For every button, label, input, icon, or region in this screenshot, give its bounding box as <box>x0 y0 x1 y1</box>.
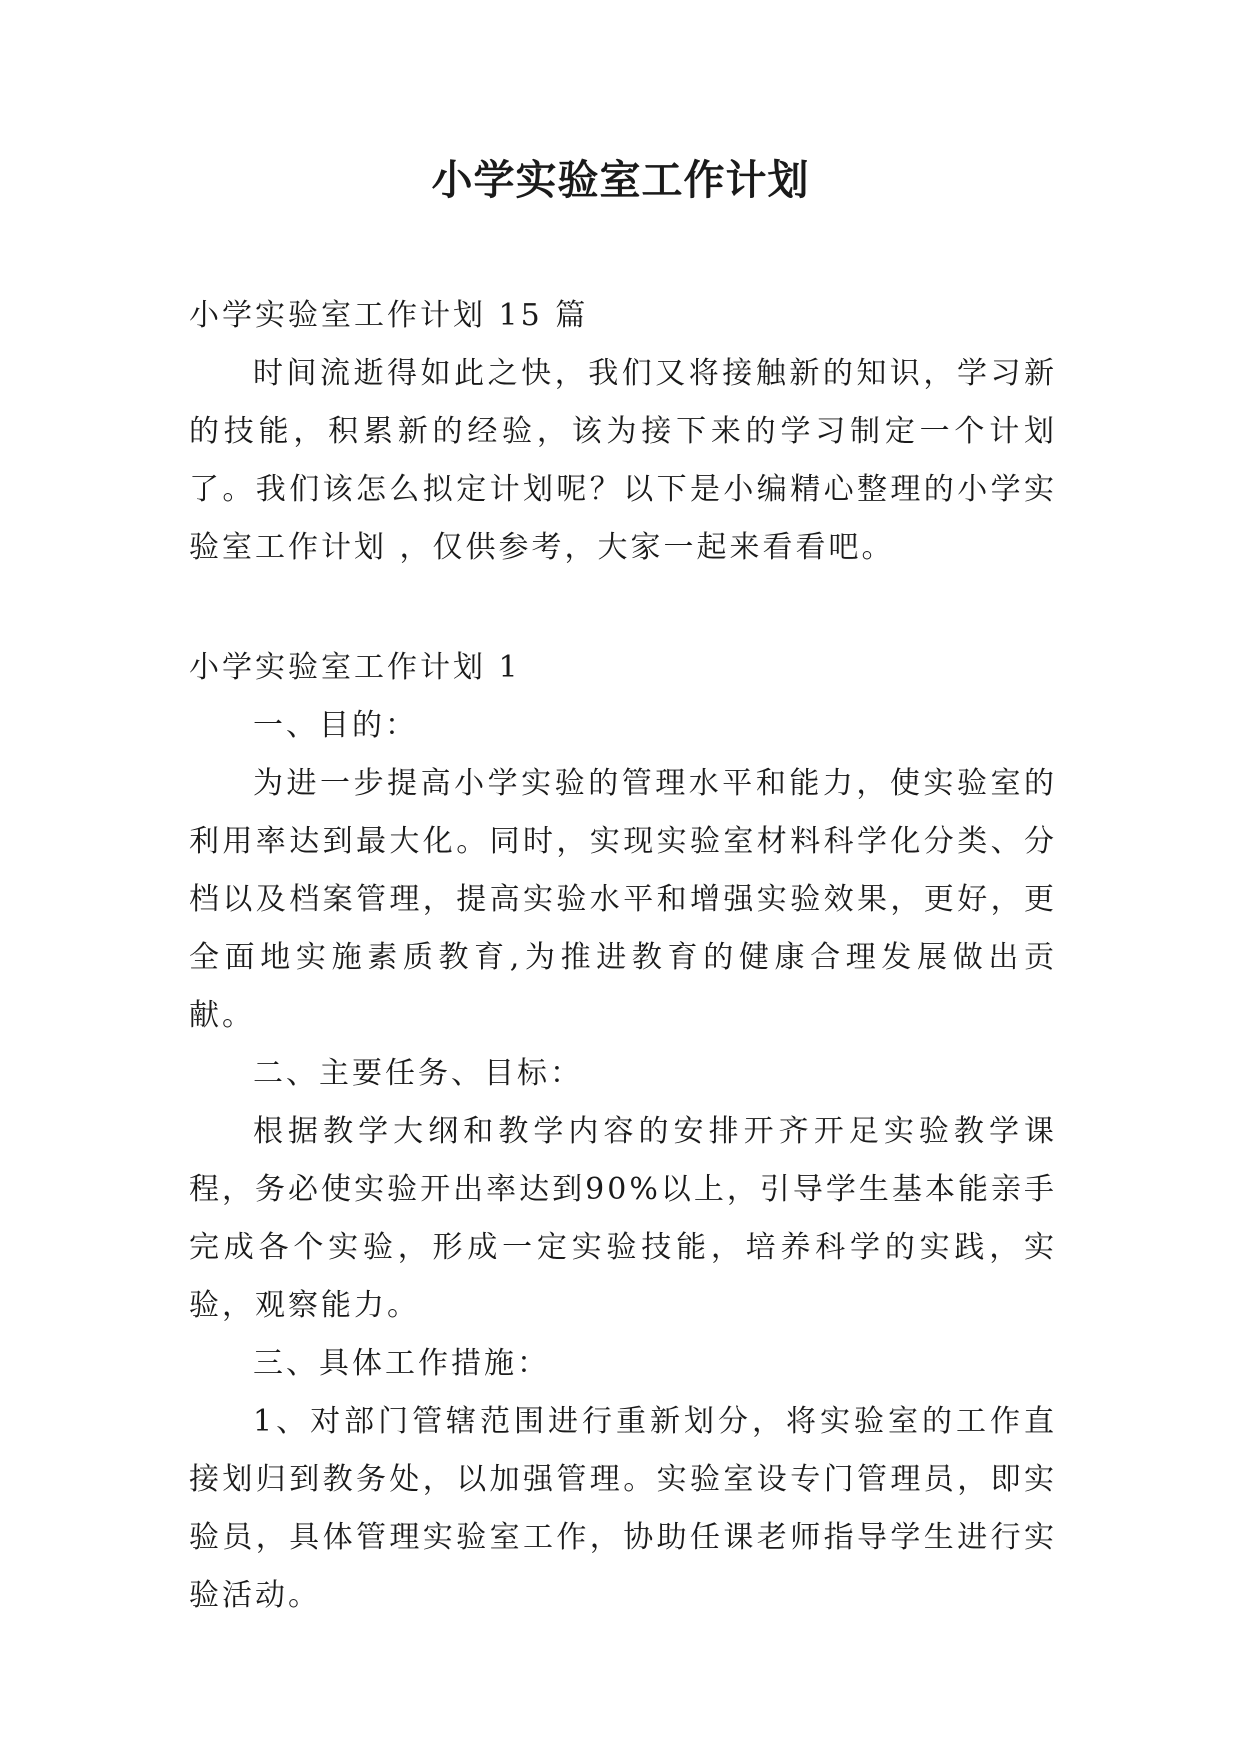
document-subtitle: 小学实验室工作计划 15 篇 <box>189 298 589 333</box>
document-body <box>189 287 1057 1625</box>
paragraph-purpose: 为进一步提高小学实验的管理水平和能力，使实验室的利用率达到最大化。同时，实现实验室材料科学化分类、分档以及档案管理，提高实验水平和增强实验效果，更好，更全面地实施素质教育,为推进教育的健康合理发展做出贡献。 <box>189 766 1057 1033</box>
heading-measures: 三、具体工作措施： <box>253 1346 550 1381</box>
intro-paragraph: 时间流逝得如此之快，我们又将接触新的知识，学习新的技能，积累新的经验，该为接下来的学习制定一个计划了。我们该怎么拟定计划呢？以下是小编精心整理的小学实验室工作计划 ，仅供参考，大家一起来看看吧。 <box>189 356 1057 565</box>
section-title: 小学实验室工作计划 1 <box>189 650 521 685</box>
heading-tasks: 二、主要任务、目标： <box>253 1056 583 1091</box>
page-title: 小学实验室工作计划 <box>431 156 810 204</box>
heading-purpose: 一、目的： <box>253 708 418 743</box>
paragraph-tasks: 根据教学大纲和教学内容的安排开齐开足实验教学课程，务必使实验开出率达到90%以上，引导学生基本能亲手完成各个实验，形成一定实验技能，培养科学的实践，实验，观察能力。 <box>189 1114 1057 1323</box>
paragraph-measures: 1、对部门管辖范围进行重新划分，将实验室的工作直接划归到教务处，以加强管理。实验室设专门管理员，即实验员，具体管理实验室工作，协助任课老师指导学生进行实验活动。 <box>189 1404 1057 1613</box>
section-spacer <box>189 577 1057 639</box>
